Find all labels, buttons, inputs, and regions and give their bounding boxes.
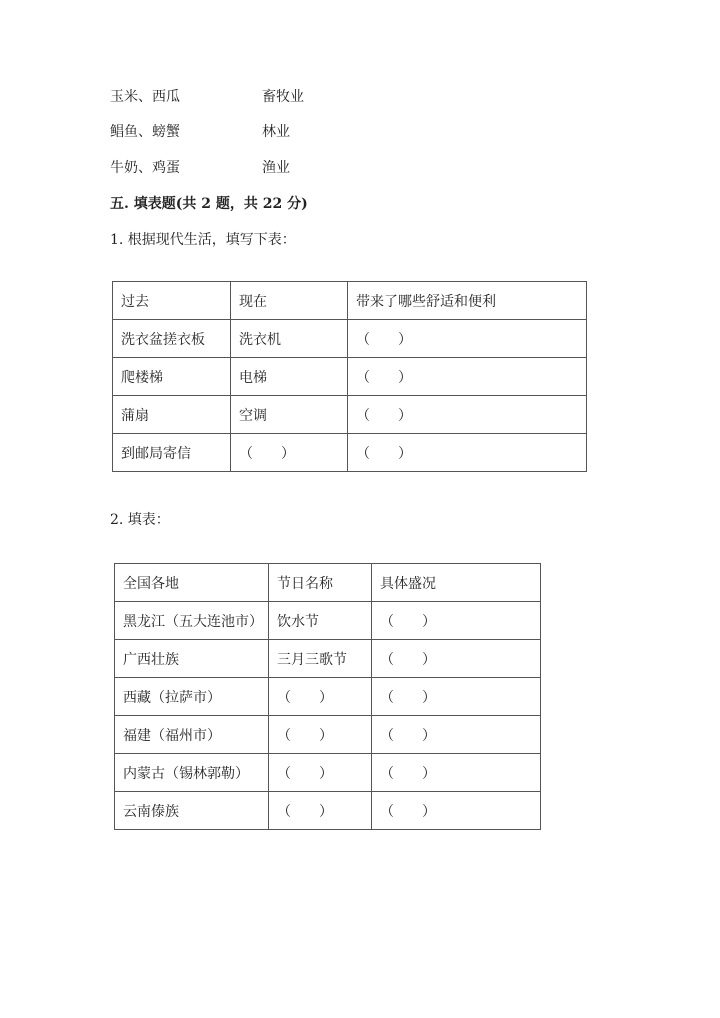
q2-prompt: 2. 填表：	[110, 512, 170, 528]
answer-blank[interactable]: （ ）	[269, 792, 372, 830]
header-cell: 带来了哪些舒适和便利	[348, 282, 587, 320]
table-row	[113, 358, 587, 396]
header-cell: 全国各地	[115, 564, 269, 602]
table-cell: 空调	[231, 396, 348, 434]
table-row	[115, 792, 541, 830]
answer-blank[interactable]: （ ）	[269, 678, 372, 716]
header-cell: 现在	[231, 282, 348, 320]
table-cell: 内蒙古（锡林郭勒）	[115, 754, 269, 792]
table-row	[113, 396, 587, 434]
table-cell: 到邮局寄信	[113, 434, 231, 472]
table-cell: 黑龙江（五大连池市）	[115, 602, 269, 640]
q1-table	[112, 281, 587, 472]
answer-blank[interactable]: （ ）	[348, 358, 587, 396]
table-row	[115, 754, 541, 792]
table-row	[115, 716, 541, 754]
answer-blank[interactable]: （ ）	[372, 678, 541, 716]
header-cell: 过去	[113, 282, 231, 320]
table-row	[113, 434, 587, 472]
section-title: 五. 填表题(共 2 题，共 22 分)	[110, 196, 308, 212]
answer-blank[interactable]: （ ）	[348, 396, 587, 434]
answer-blank[interactable]: （ ）	[348, 320, 587, 358]
table-header-row	[115, 564, 541, 602]
table-row	[115, 602, 541, 640]
table-row	[115, 640, 541, 678]
table-cell: 电梯	[231, 358, 348, 396]
match-left-1: 玉米、西瓜	[110, 89, 180, 105]
answer-blank[interactable]: （ ）	[372, 792, 541, 830]
match-right-2: 林业	[262, 124, 290, 140]
table-cell: 西藏（拉萨市）	[115, 678, 269, 716]
table-cell: 福建（福州市）	[115, 716, 269, 754]
answer-blank[interactable]: （ ）	[348, 434, 587, 472]
match-right-3: 渔业	[262, 160, 290, 176]
table-cell: 三月三歌节	[269, 640, 372, 678]
table-cell: 广西壮族	[115, 640, 269, 678]
match-left-3: 牛奶、鸡蛋	[110, 160, 180, 176]
answer-blank[interactable]: （ ）	[372, 602, 541, 640]
header-cell: 节日名称	[269, 564, 372, 602]
table-cell: 洗衣盆搓衣板	[113, 320, 231, 358]
table-cell: 洗衣机	[231, 320, 348, 358]
table-row	[115, 678, 541, 716]
table-cell: 爬楼梯	[113, 358, 231, 396]
header-cell: 具体盛况	[372, 564, 541, 602]
answer-blank[interactable]: （ ）	[269, 716, 372, 754]
match-left-2: 鲳鱼、螃蟹	[110, 124, 180, 140]
table-cell: 蒲扇	[113, 396, 231, 434]
q2-table	[114, 563, 541, 830]
q1-prompt: 1. 根据现代生活，填写下表：	[110, 232, 296, 248]
answer-blank[interactable]: （ ）	[372, 754, 541, 792]
table-cell: 饮水节	[269, 602, 372, 640]
answer-blank[interactable]: （ ）	[231, 434, 348, 472]
match-right-1: 畜牧业	[262, 89, 304, 105]
table-header-row	[113, 282, 587, 320]
answer-blank[interactable]: （ ）	[269, 754, 372, 792]
table-cell: 云南傣族	[115, 792, 269, 830]
answer-blank[interactable]: （ ）	[372, 716, 541, 754]
table-row	[113, 320, 587, 358]
answer-blank[interactable]: （ ）	[372, 640, 541, 678]
